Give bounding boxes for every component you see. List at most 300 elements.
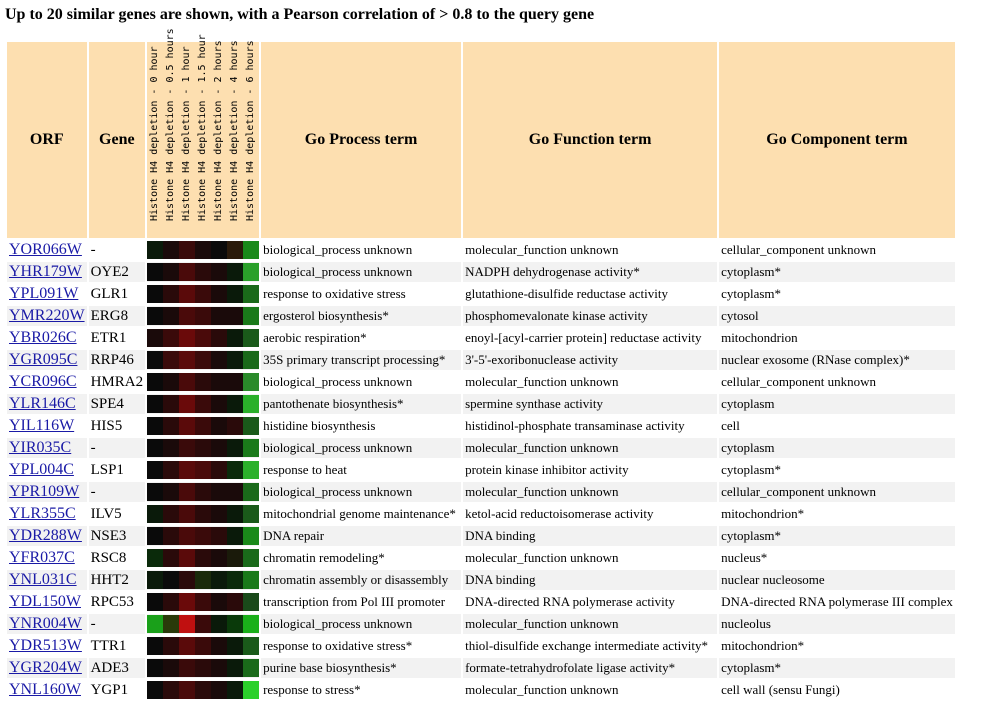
expression-heatstrip bbox=[147, 329, 259, 347]
heatmap-square bbox=[195, 505, 211, 523]
orf-link[interactable]: YGR204W bbox=[9, 659, 82, 676]
go-function-cell: protein kinase inhibitor activity bbox=[463, 460, 717, 480]
gene-cell: ILV5 bbox=[89, 504, 146, 524]
heatmap-square bbox=[195, 241, 211, 259]
table-row bbox=[7, 306, 955, 326]
heatmap-square bbox=[147, 549, 163, 567]
expression-heatstrip bbox=[147, 395, 259, 413]
heatmap-square bbox=[179, 681, 195, 699]
go-function-cell: DNA binding bbox=[463, 526, 717, 546]
expression-heatstrip bbox=[147, 285, 259, 303]
heatmap-square bbox=[211, 527, 227, 545]
go-function-cell: molecular_function unknown bbox=[463, 438, 717, 458]
condition-label-text: Histone H4 depletion - 0 hour bbox=[149, 46, 161, 221]
heatmap-square bbox=[179, 351, 195, 369]
go-component-cell: cytoplasm* bbox=[719, 262, 955, 282]
heatmap-square bbox=[163, 285, 179, 303]
heatmap-square bbox=[195, 571, 211, 589]
go-component-cell: cytoplasm* bbox=[719, 658, 955, 678]
gene-cell: - bbox=[89, 240, 146, 260]
go-process-cell: 35S primary transcript processing* bbox=[261, 350, 461, 370]
heatmap-square bbox=[227, 285, 243, 303]
heatmap-square bbox=[179, 329, 195, 347]
go-process-cell: DNA repair bbox=[261, 526, 461, 546]
heatmap-square bbox=[179, 483, 195, 501]
table-body bbox=[7, 240, 955, 700]
orf-cell bbox=[7, 262, 87, 282]
expression-heatstrip bbox=[147, 373, 259, 391]
heatmap-square bbox=[179, 527, 195, 545]
heatmap-square bbox=[195, 659, 211, 677]
heatmap-square bbox=[163, 571, 179, 589]
go-component-cell: cytoplasm bbox=[719, 438, 955, 458]
heatmap-square bbox=[163, 263, 179, 281]
expression-heatmap-cell bbox=[147, 614, 259, 634]
go-component-cell: nuclear nucleosome bbox=[719, 570, 955, 590]
gene-cell: HHT2 bbox=[89, 570, 146, 590]
expression-heatstrip bbox=[147, 681, 259, 699]
heatmap-square bbox=[179, 637, 195, 655]
heatmap-square bbox=[227, 241, 243, 259]
heatmap-square bbox=[147, 483, 163, 501]
page-heading: Up to 20 similar genes are shown, with a Pearson correlation of > 0.8 to the query gene bbox=[5, 6, 595, 23]
gene-cell: YGP1 bbox=[89, 680, 146, 700]
expression-heatstrip bbox=[147, 241, 259, 259]
table-row bbox=[7, 284, 955, 304]
heatmap-square bbox=[163, 681, 179, 699]
heatmap-square bbox=[211, 417, 227, 435]
heatmap-square bbox=[211, 571, 227, 589]
heatmap-square bbox=[163, 549, 179, 567]
expression-heatstrip bbox=[147, 263, 259, 281]
go-function-cell: DNA-directed RNA polymerase activity bbox=[463, 592, 717, 612]
go-function-cell: molecular_function unknown bbox=[463, 680, 717, 700]
table-row bbox=[7, 416, 955, 436]
heatmap-square bbox=[147, 681, 163, 699]
condition-label-text: Histone H4 depletion - 1 hour bbox=[181, 46, 193, 221]
heatmap-square bbox=[227, 637, 243, 655]
orf-link[interactable]: YNL160W bbox=[9, 681, 81, 698]
header-expression-conditions bbox=[147, 28, 259, 238]
heatmap-square bbox=[227, 505, 243, 523]
heatmap-square bbox=[211, 285, 227, 303]
heatmap-square bbox=[195, 483, 211, 501]
expression-heatmap-cell bbox=[147, 636, 259, 656]
condition-label bbox=[211, 42, 227, 238]
header-go-component: Go Component term bbox=[719, 42, 955, 238]
expression-heatstrip bbox=[147, 615, 259, 633]
heatmap-square bbox=[243, 483, 259, 501]
heatmap-square bbox=[163, 395, 179, 413]
go-process-cell: response to stress* bbox=[261, 680, 461, 700]
gene-cell: - bbox=[89, 614, 146, 634]
orf-link[interactable]: YBR026C bbox=[9, 329, 77, 346]
heatmap-square bbox=[227, 395, 243, 413]
go-component-cell: cellular_component unknown bbox=[719, 482, 955, 502]
heatmap-square bbox=[147, 329, 163, 347]
gene-cell: RPC53 bbox=[89, 592, 146, 612]
heatmap-square bbox=[227, 417, 243, 435]
expression-heatmap-cell bbox=[147, 416, 259, 436]
heatmap-square bbox=[147, 571, 163, 589]
heatmap-square bbox=[179, 241, 195, 259]
condition-label-text: Histone H4 depletion - 4 hours bbox=[229, 40, 241, 221]
heatmap-square bbox=[179, 263, 195, 281]
orf-cell bbox=[7, 416, 87, 436]
heatmap-square bbox=[211, 505, 227, 523]
heatmap-square bbox=[243, 307, 259, 325]
heatmap-square bbox=[195, 285, 211, 303]
go-function-cell: phosphomevalonate kinase activity bbox=[463, 306, 717, 326]
go-process-cell: chromatin assembly or disassembly bbox=[261, 570, 461, 590]
heatmap-square bbox=[147, 527, 163, 545]
gene-cell: SPE4 bbox=[89, 394, 146, 414]
expression-heatmap-cell bbox=[147, 438, 259, 458]
orf-link[interactable]: YNL031C bbox=[9, 571, 77, 588]
heatmap-square bbox=[147, 615, 163, 633]
heatmap-square bbox=[195, 263, 211, 281]
heatmap-square bbox=[195, 681, 211, 699]
header-gene: Gene bbox=[89, 42, 146, 238]
table-row bbox=[7, 504, 955, 524]
heatmap-square bbox=[195, 637, 211, 655]
heatmap-square bbox=[147, 285, 163, 303]
heatmap-square bbox=[147, 659, 163, 677]
expression-heatstrip bbox=[147, 307, 259, 325]
header-go-process: Go Process term bbox=[261, 42, 461, 238]
heatmap-square bbox=[211, 351, 227, 369]
gene-cell: NSE3 bbox=[89, 526, 146, 546]
expression-heatstrip bbox=[147, 483, 259, 501]
heatmap-square bbox=[243, 241, 259, 259]
similar-genes-table bbox=[5, 28, 957, 702]
heatmap-square bbox=[163, 615, 179, 633]
heatmap-square bbox=[147, 593, 163, 611]
condition-label bbox=[195, 34, 211, 238]
heatmap-square bbox=[243, 527, 259, 545]
go-function-cell: spermine synthase activity bbox=[463, 394, 717, 414]
orf-cell bbox=[7, 372, 87, 392]
table-row bbox=[7, 460, 955, 480]
orf-link[interactable]: YPR109W bbox=[9, 483, 80, 500]
go-process-cell: chromatin remodeling* bbox=[261, 548, 461, 568]
heatmap-square bbox=[211, 263, 227, 281]
expression-heatmap-cell bbox=[147, 526, 259, 546]
expression-heatmap-cell bbox=[147, 284, 259, 304]
heatmap-square bbox=[179, 395, 195, 413]
heatmap-square bbox=[179, 307, 195, 325]
heatmap-square bbox=[147, 417, 163, 435]
orf-link[interactable]: YIR035C bbox=[9, 439, 72, 456]
heatmap-square bbox=[147, 373, 163, 391]
orf-link[interactable]: YDL150W bbox=[9, 593, 81, 610]
go-process-cell: response to heat bbox=[261, 460, 461, 480]
heatmap-square bbox=[179, 593, 195, 611]
expression-heatmap-cell bbox=[147, 394, 259, 414]
heatmap-square bbox=[163, 593, 179, 611]
header-go-function: Go Function term bbox=[463, 42, 717, 238]
heatmap-square bbox=[195, 549, 211, 567]
orf-link[interactable]: YOR066W bbox=[9, 241, 82, 258]
table-row bbox=[7, 394, 955, 414]
go-process-cell: purine base biosynthesis* bbox=[261, 658, 461, 678]
heatmap-square bbox=[243, 395, 259, 413]
condition-label-text: Histone H4 depletion - 1.5 hour bbox=[197, 34, 209, 221]
gene-cell: LSP1 bbox=[89, 460, 146, 480]
heatmap-square bbox=[147, 307, 163, 325]
expression-heatstrip bbox=[147, 593, 259, 611]
expression-heatstrip bbox=[147, 527, 259, 545]
heatmap-square bbox=[227, 549, 243, 567]
table-row bbox=[7, 350, 955, 370]
go-process-cell: histidine biosynthesis bbox=[261, 416, 461, 436]
heatmap-square bbox=[243, 461, 259, 479]
orf-link[interactable]: YCR096C bbox=[9, 373, 77, 390]
orf-cell bbox=[7, 636, 87, 656]
go-component-cell: cytoplasm* bbox=[719, 460, 955, 480]
go-component-cell: cytoplasm* bbox=[719, 284, 955, 304]
heatmap-square bbox=[163, 659, 179, 677]
expression-heatstrip bbox=[147, 439, 259, 457]
heatmap-square bbox=[147, 351, 163, 369]
orf-cell bbox=[7, 460, 87, 480]
heatmap-square bbox=[243, 373, 259, 391]
go-process-cell: response to oxidative stress bbox=[261, 284, 461, 304]
heatmap-square bbox=[147, 505, 163, 523]
go-process-cell: ergosterol biosynthesis* bbox=[261, 306, 461, 326]
orf-link[interactable]: YLR355C bbox=[9, 505, 76, 522]
gene-cell: ERG8 bbox=[89, 306, 146, 326]
heatmap-square bbox=[195, 527, 211, 545]
table-row bbox=[7, 614, 955, 634]
table-row bbox=[7, 372, 955, 392]
go-component-cell: cellular_component unknown bbox=[719, 240, 955, 260]
heatmap-square bbox=[163, 241, 179, 259]
orf-link[interactable]: YIL116W bbox=[9, 417, 75, 434]
heatmap-square bbox=[163, 505, 179, 523]
gene-cell: HMRA2 bbox=[89, 372, 146, 392]
heatmap-square bbox=[163, 417, 179, 435]
heatmap-square bbox=[195, 395, 211, 413]
go-function-cell: histidinol-phosphate transaminase activity bbox=[463, 416, 717, 436]
expression-heatmap-cell bbox=[147, 680, 259, 700]
go-function-cell: molecular_function unknown bbox=[463, 482, 717, 502]
heatmap-square bbox=[227, 263, 243, 281]
go-function-cell: molecular_function unknown bbox=[463, 372, 717, 392]
heatmap-square bbox=[163, 527, 179, 545]
heatmap-square bbox=[227, 659, 243, 677]
heatmap-square bbox=[179, 461, 195, 479]
header-orf: ORF bbox=[7, 42, 87, 238]
heatmap-square bbox=[147, 461, 163, 479]
orf-cell bbox=[7, 592, 87, 612]
expression-heatstrip bbox=[147, 659, 259, 677]
go-function-cell: molecular_function unknown bbox=[463, 548, 717, 568]
heatmap-square bbox=[195, 351, 211, 369]
heatmap-square bbox=[243, 417, 259, 435]
expression-heatstrip bbox=[147, 351, 259, 369]
orf-cell bbox=[7, 284, 87, 304]
heatmap-square bbox=[179, 505, 195, 523]
table-row bbox=[7, 526, 955, 546]
orf-link[interactable]: YDR288W bbox=[9, 527, 82, 544]
heatmap-square bbox=[163, 637, 179, 655]
orf-link[interactable]: YPL091W bbox=[9, 285, 79, 302]
gene-cell: RRP46 bbox=[89, 350, 146, 370]
heatmap-square bbox=[147, 439, 163, 457]
table-row bbox=[7, 262, 955, 282]
heatmap-square bbox=[147, 637, 163, 655]
table-row bbox=[7, 680, 955, 700]
condition-label bbox=[163, 28, 179, 238]
heatmap-square bbox=[179, 571, 195, 589]
condition-label-text: Histone H4 depletion - 0.5 hours bbox=[165, 28, 177, 221]
heatmap-square bbox=[163, 461, 179, 479]
expression-heatmap-cell bbox=[147, 306, 259, 326]
heatmap-square bbox=[211, 593, 227, 611]
go-process-cell: pantothenate biosynthesis* bbox=[261, 394, 461, 414]
heatmap-square bbox=[147, 395, 163, 413]
expression-heatstrip bbox=[147, 461, 259, 479]
go-function-cell: molecular_function unknown bbox=[463, 240, 717, 260]
heatmap-square bbox=[243, 549, 259, 567]
heatmap-square bbox=[211, 373, 227, 391]
orf-link[interactable]: YPL004C bbox=[9, 461, 74, 478]
heatmap-square bbox=[227, 351, 243, 369]
go-component-cell: nuclear exosome (RNase complex)* bbox=[719, 350, 955, 370]
orf-cell bbox=[7, 438, 87, 458]
condition-label bbox=[147, 42, 163, 238]
heatmap-square bbox=[243, 681, 259, 699]
go-function-cell: 3'-5'-exoribonuclease activity bbox=[463, 350, 717, 370]
heatmap-square bbox=[211, 395, 227, 413]
condition-labels bbox=[147, 28, 259, 238]
go-process-cell: biological_process unknown bbox=[261, 614, 461, 634]
condition-label bbox=[179, 42, 195, 238]
table-row bbox=[7, 636, 955, 656]
heatmap-square bbox=[227, 483, 243, 501]
heatmap-square bbox=[195, 439, 211, 457]
heatmap-square bbox=[227, 593, 243, 611]
heatmap-square bbox=[195, 615, 211, 633]
go-function-cell: glutathione-disulfide reductase activity bbox=[463, 284, 717, 304]
heatmap-square bbox=[147, 241, 163, 259]
heatmap-square bbox=[195, 373, 211, 391]
go-function-cell: DNA binding bbox=[463, 570, 717, 590]
go-process-cell: biological_process unknown bbox=[261, 482, 461, 502]
heatmap-square bbox=[227, 615, 243, 633]
go-component-cell: cellular_component unknown bbox=[719, 372, 955, 392]
heatmap-square bbox=[179, 285, 195, 303]
orf-cell bbox=[7, 306, 87, 326]
go-process-cell: biological_process unknown bbox=[261, 372, 461, 392]
orf-cell bbox=[7, 570, 87, 590]
orf-cell bbox=[7, 548, 87, 568]
condition-label bbox=[227, 42, 243, 238]
orf-cell bbox=[7, 482, 87, 502]
go-function-cell: molecular_function unknown bbox=[463, 614, 717, 634]
orf-link[interactable]: YGR095C bbox=[9, 351, 78, 368]
orf-cell bbox=[7, 504, 87, 524]
expression-heatmap-cell bbox=[147, 328, 259, 348]
orf-cell bbox=[7, 240, 87, 260]
orf-cell bbox=[7, 526, 87, 546]
orf-link[interactable]: YHR179W bbox=[9, 263, 82, 280]
expression-heatmap-cell bbox=[147, 658, 259, 678]
heatmap-square bbox=[179, 659, 195, 677]
go-component-cell: cell wall (sensu Fungi) bbox=[719, 680, 955, 700]
orf-cell bbox=[7, 328, 87, 348]
heatmap-square bbox=[211, 483, 227, 501]
go-function-cell: NADPH dehydrogenase activity* bbox=[463, 262, 717, 282]
orf-cell bbox=[7, 350, 87, 370]
heatmap-square bbox=[211, 307, 227, 325]
gene-cell: GLR1 bbox=[89, 284, 146, 304]
go-process-cell: transcription from Pol III promoter bbox=[261, 592, 461, 612]
orf-link[interactable]: YFR037C bbox=[9, 549, 75, 566]
heatmap-square bbox=[179, 549, 195, 567]
go-process-cell: aerobic respiration* bbox=[261, 328, 461, 348]
condition-label-text: Histone H4 depletion - 6 hours bbox=[245, 40, 257, 221]
expression-heatmap-cell bbox=[147, 372, 259, 392]
orf-cell bbox=[7, 680, 87, 700]
expression-heatmap-cell bbox=[147, 240, 259, 260]
heatmap-square bbox=[195, 461, 211, 479]
orf-link[interactable]: YLR146C bbox=[9, 395, 76, 412]
gene-cell: ADE3 bbox=[89, 658, 146, 678]
heatmap-square bbox=[243, 659, 259, 677]
heatmap-square bbox=[163, 329, 179, 347]
go-component-cell: nucleus* bbox=[719, 548, 955, 568]
gene-cell: TTR1 bbox=[89, 636, 146, 656]
orf-link[interactable]: YNR004W bbox=[9, 615, 82, 632]
table-row bbox=[7, 482, 955, 502]
expression-heatmap-cell bbox=[147, 592, 259, 612]
heatmap-square bbox=[227, 373, 243, 391]
heatmap-square bbox=[179, 417, 195, 435]
expression-heatstrip bbox=[147, 571, 259, 589]
heatmap-square bbox=[163, 351, 179, 369]
expression-heatstrip bbox=[147, 417, 259, 435]
condition-label-text: Histone H4 depletion - 2 hours bbox=[213, 40, 225, 221]
heatmap-square bbox=[211, 615, 227, 633]
gene-cell: ETR1 bbox=[89, 328, 146, 348]
expression-heatstrip bbox=[147, 549, 259, 567]
heatmap-square bbox=[243, 285, 259, 303]
heatmap-square bbox=[195, 307, 211, 325]
go-function-cell: formate-tetrahydrofolate ligase activity* bbox=[463, 658, 717, 678]
heatmap-square bbox=[243, 571, 259, 589]
heatmap-square bbox=[163, 373, 179, 391]
heatmap-square bbox=[243, 637, 259, 655]
heatmap-square bbox=[179, 373, 195, 391]
orf-link[interactable]: YMR220W bbox=[9, 307, 85, 324]
go-component-cell: cell bbox=[719, 416, 955, 436]
heatmap-square bbox=[227, 461, 243, 479]
heatmap-square bbox=[147, 263, 163, 281]
gene-cell: OYE2 bbox=[89, 262, 146, 282]
heatmap-square bbox=[243, 593, 259, 611]
go-process-cell: biological_process unknown bbox=[261, 240, 461, 260]
heatmap-square bbox=[211, 549, 227, 567]
go-process-cell: biological_process unknown bbox=[261, 262, 461, 282]
orf-link[interactable]: YDR513W bbox=[9, 637, 82, 654]
table-row bbox=[7, 570, 955, 590]
heatmap-square bbox=[227, 439, 243, 457]
heatmap-square bbox=[195, 329, 211, 347]
heatmap-square bbox=[243, 439, 259, 457]
heatmap-square bbox=[211, 329, 227, 347]
